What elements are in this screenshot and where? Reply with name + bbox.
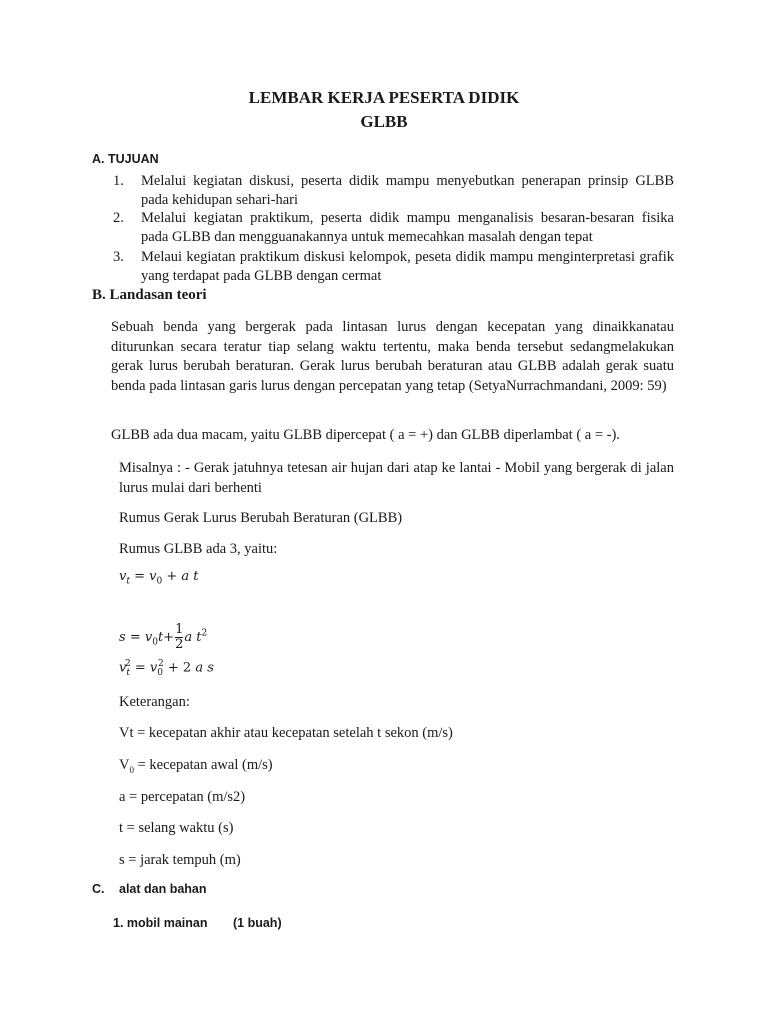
objective-number: 3. <box>113 249 124 265</box>
glbb-types-paragraph: GLBB ada dua macam, yaitu GLBB dipercepat ( a = +) dan GLBB diperlambat ( a = -). <box>111 427 620 443</box>
objective-text: Melalui kegiatan diskusi, peserta didik mampu menyebutkan penerapan prinsip GLBB pada kehidupan sehari-hari <box>141 173 674 208</box>
objective-number: 1. <box>113 173 124 189</box>
section-b-heading: B. Landasan teori <box>92 287 207 303</box>
formula-title: Rumus Gerak Lurus Berubah Beraturan (GLBB) <box>119 510 403 526</box>
objective-item <box>113 248 674 286</box>
formula-velocity-squared: $v_t^2 = v_0^2 + 2$ a s <box>119 659 214 678</box>
definition-s: s = jarak tempuh (m) <box>119 852 241 868</box>
objective-text: Melaui kegiatan praktikum diskusi kelompok, peseta didik mampu menginterpretasi grafik yang terdapat pada GLBB dengan cermat <box>141 249 674 284</box>
definition-v0-subscript: 0 <box>129 764 134 775</box>
definition-vt: Vt = kecepatan akhir atau kecepatan setelah t sekon (m/s) <box>119 725 453 741</box>
page-title: LEMBAR KERJA PESERTA DIDIK <box>248 88 520 107</box>
material-item-label: 1. mobil mainan <box>113 916 208 930</box>
formula-velocity: $v_t = v_0 + a$ t <box>119 569 199 587</box>
example-paragraph: Misalnya : - Gerak jatuhnya tetesan air hujan dari atap ke lantai - Mobil yang bergerak di jalan lurus mulai dari berhenti <box>119 460 674 496</box>
objective-item <box>113 209 674 247</box>
definition-v0 <box>119 757 273 775</box>
section-c-heading: alat dan bahan <box>119 882 207 896</box>
formula-intro: Rumus GLBB ada 3, yaitu: <box>119 541 278 557</box>
material-item-qty: (1 buah) <box>233 916 282 930</box>
objective-item <box>113 172 674 210</box>
definition-a: a = percepatan (m/s2) <box>119 789 246 805</box>
theory-paragraph: Sebuah benda yang bergerak pada lintasan lurus dengan kecepatan yang dinaikkanatau diturunkan secara teratur tiap selang waktu tertentu, maka benda tersebut sedangmelakukan gerak lurus berubah beraturan. Gerak lurus berubah beraturan atau GLBB adalah gerak suatu benda pada lintasan garis lurus dengan percepatan yang tetap (SetyaNurrachmandani, 2009: 59) <box>111 319 674 394</box>
objective-number: 2. <box>113 210 124 226</box>
definition-v0-text: = kecepatan awal (m/s) <box>133 757 273 773</box>
formula-distance: $s = v_0t+$ $\frac{1}{2}$ a $t^2$ <box>119 622 208 652</box>
definition-v0-symbol: V <box>119 757 130 773</box>
section-a-heading: A. TUJUAN <box>92 152 159 166</box>
keterangan-label: Keterangan: <box>119 694 190 710</box>
definition-t: t = selang waktu (s) <box>119 820 234 836</box>
page-subtitle: GLBB <box>360 112 408 131</box>
section-c-number: C. <box>92 882 105 896</box>
objective-text: Melalui kegiatan praktikum, peserta didik mampu menganalisis besaran-besaran fisika pada GLBB dan mengguanakannya untuk memecahkan masalah dengan tepat <box>141 210 674 245</box>
